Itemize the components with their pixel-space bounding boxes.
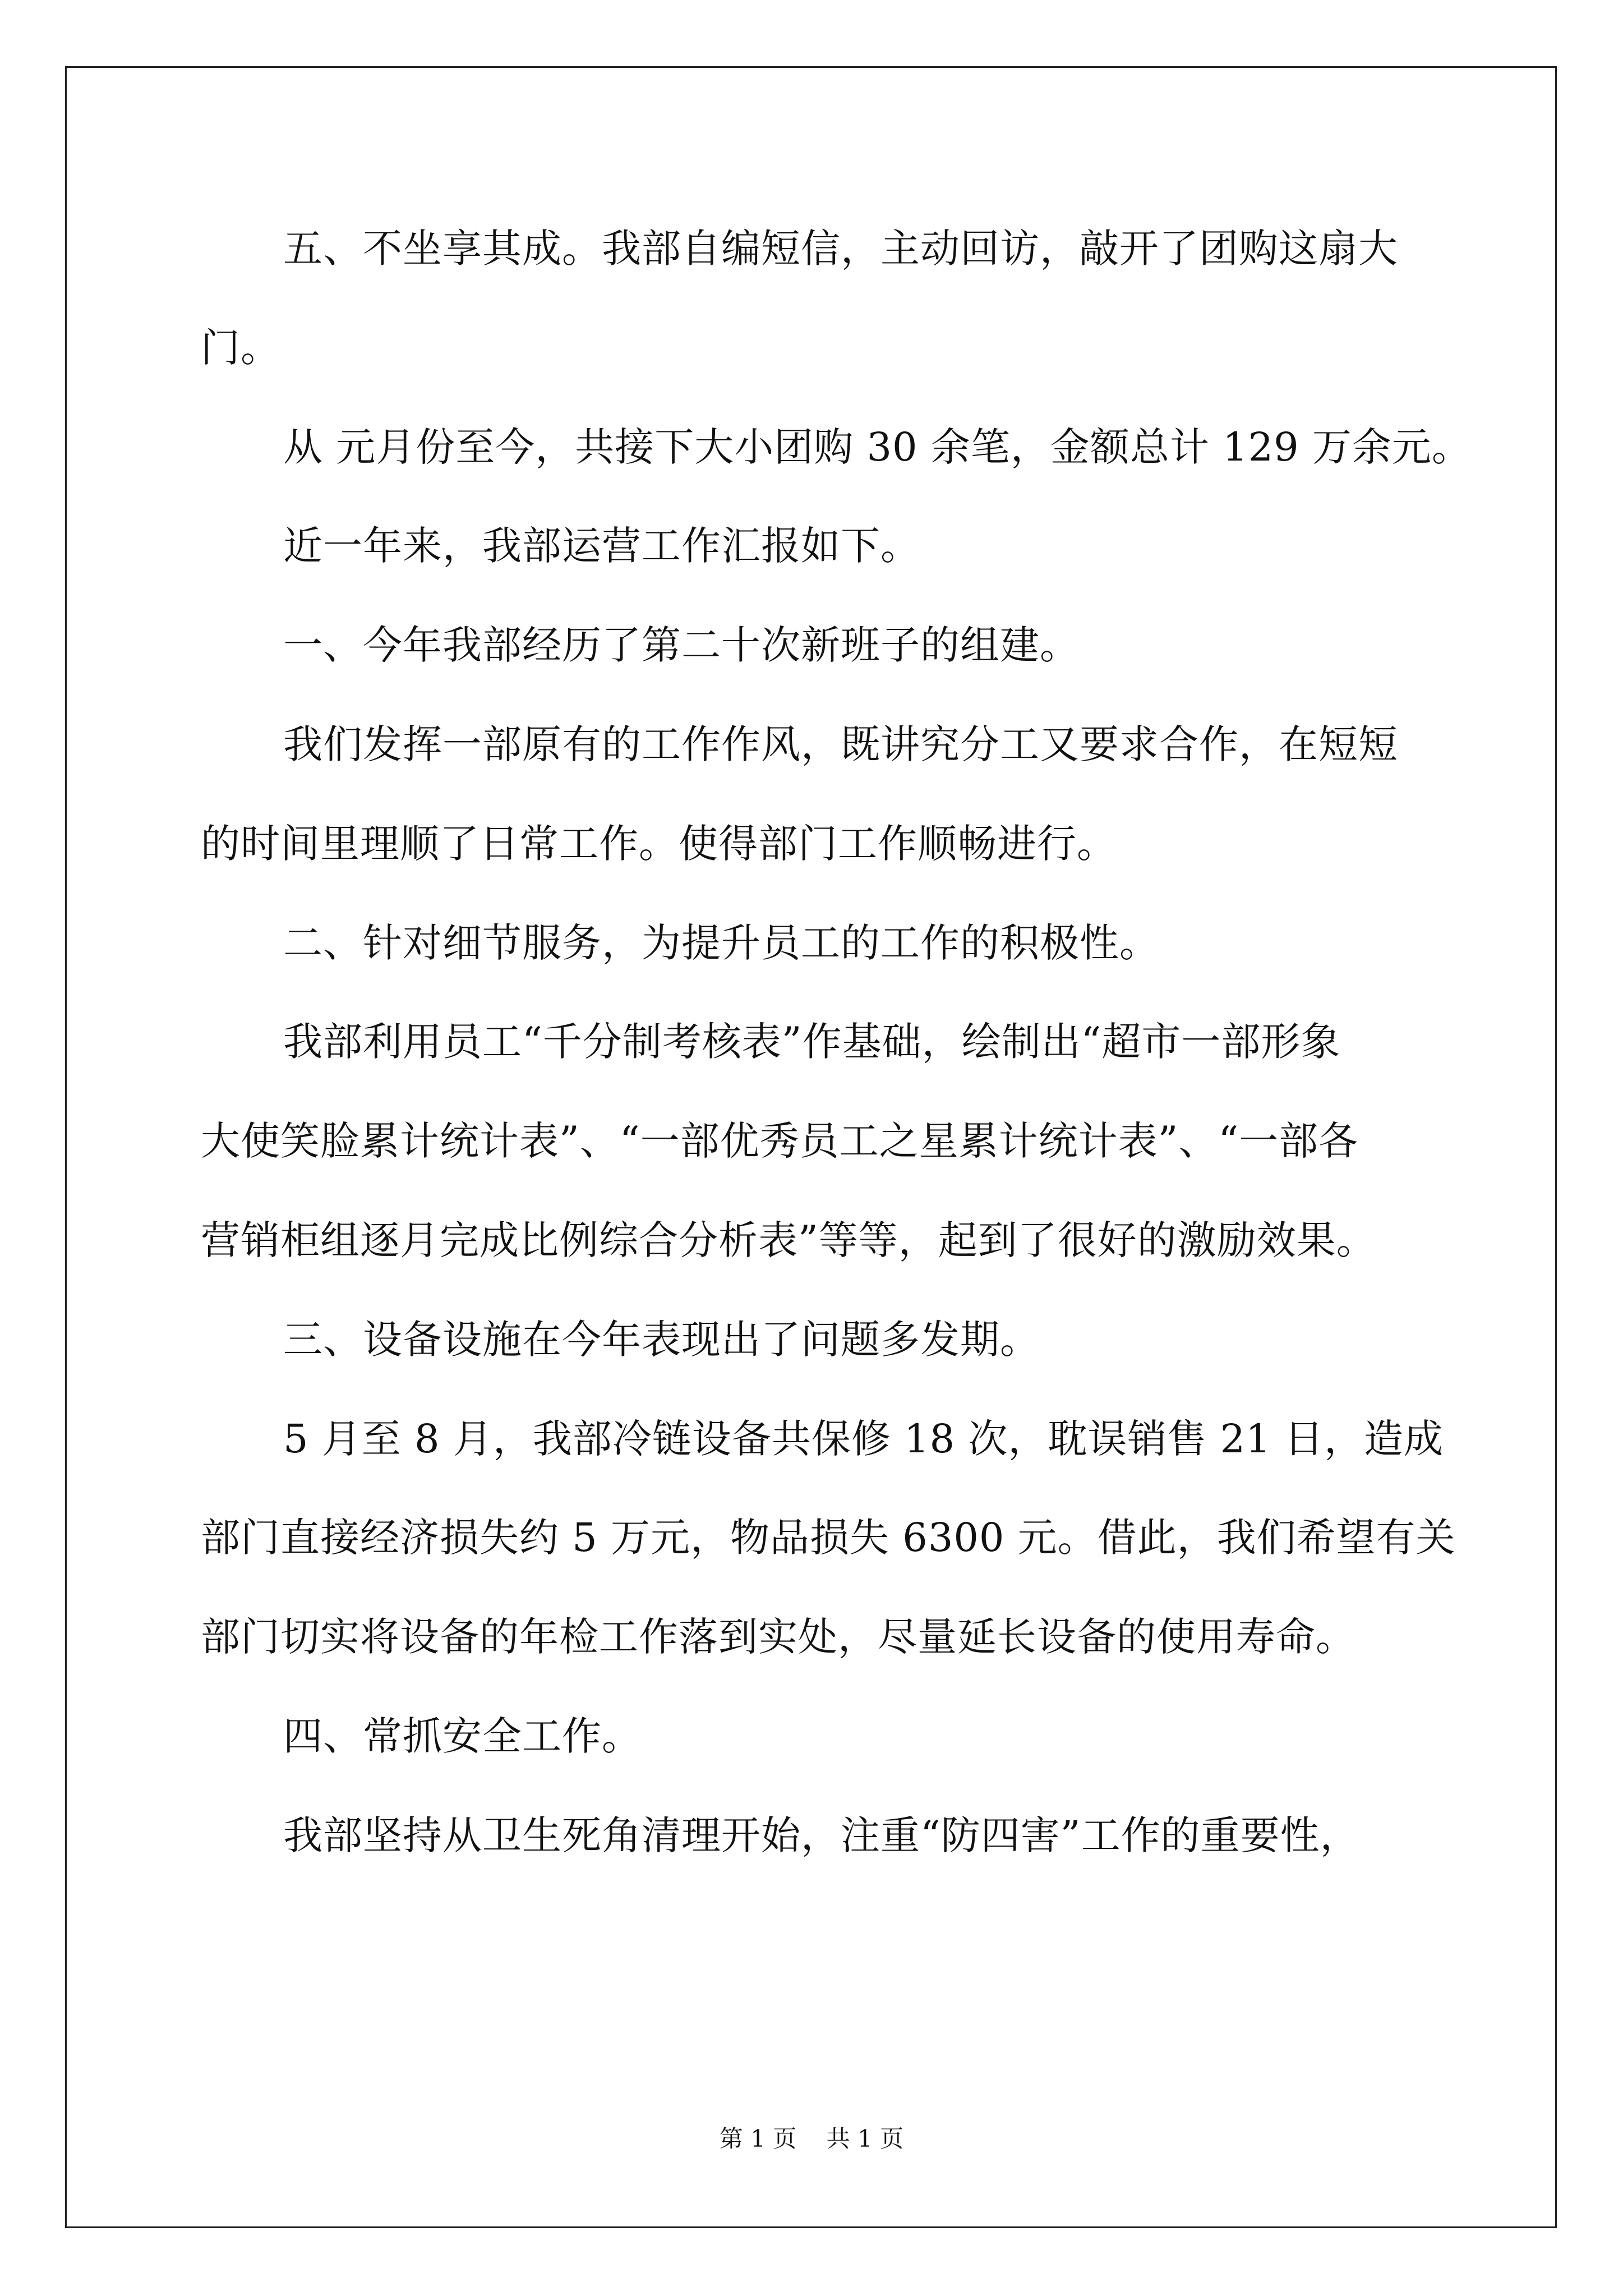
text-line: 营销柜组逐月完成比例综合分析表”等等，起到了很好的激励效果。 xyxy=(201,1217,1376,1263)
text-line: 部门直接经济损失约 5 万元，物品损失 6300 元。借此，我们希望有关 xyxy=(201,1515,1456,1561)
text-line: 我部坚持从卫生死角清理开始，注重“防四害”工作的重要性， xyxy=(283,1812,1360,1858)
page-number: 第 1 页 xyxy=(719,2125,797,2152)
text-line: 大使笑脸累计统计表”、“一部优秀员工之星累计统计表”、“一部各 xyxy=(201,1118,1359,1164)
text-line: 部门切实将设备的年检工作落到实处，尽量延长设备的使用寿命。 xyxy=(201,1614,1355,1660)
text-line: 我们发挥一部原有的工作作风，既讲究分工又要求合作，在短短 xyxy=(283,721,1398,767)
text-line: 五、不坐享其成。我部自编短信，主动回访，敲开了团购这扇大 xyxy=(283,226,1398,272)
text-line: 近一年来，我部运营工作汇报如下。 xyxy=(283,523,920,569)
text-line: 5 月至 8 月，我部冷链设备共保修 18 次，耽误销售 21 日，造成 xyxy=(283,1416,1444,1462)
text-line: 一、今年我部经历了第二十次新班子的组建。 xyxy=(283,622,1080,668)
page-footer xyxy=(0,2123,1623,2155)
text-line: 我部利用员工“千分制考核表”作基础，绘制出“超市一部形象 xyxy=(283,1019,1341,1065)
text-line: 四、常抓安全工作。 xyxy=(283,1713,642,1759)
text-line: 三、设备设施在今年表现出了问题多发期。 xyxy=(283,1317,1040,1363)
text-line: 从 元月份至今，共接下大小团购 30 余笔，金额总计 129 万余元。 xyxy=(283,424,1472,470)
text-line: 门。 xyxy=(201,325,280,371)
text-line: 的时间里理顺了日常工作。使得部门工作顺畅进行。 xyxy=(201,821,1117,867)
page-count: 共 1 页 xyxy=(826,2125,904,2152)
text-line: 二、针对细节服务，为提升员工的工作的积极性。 xyxy=(283,920,1159,966)
